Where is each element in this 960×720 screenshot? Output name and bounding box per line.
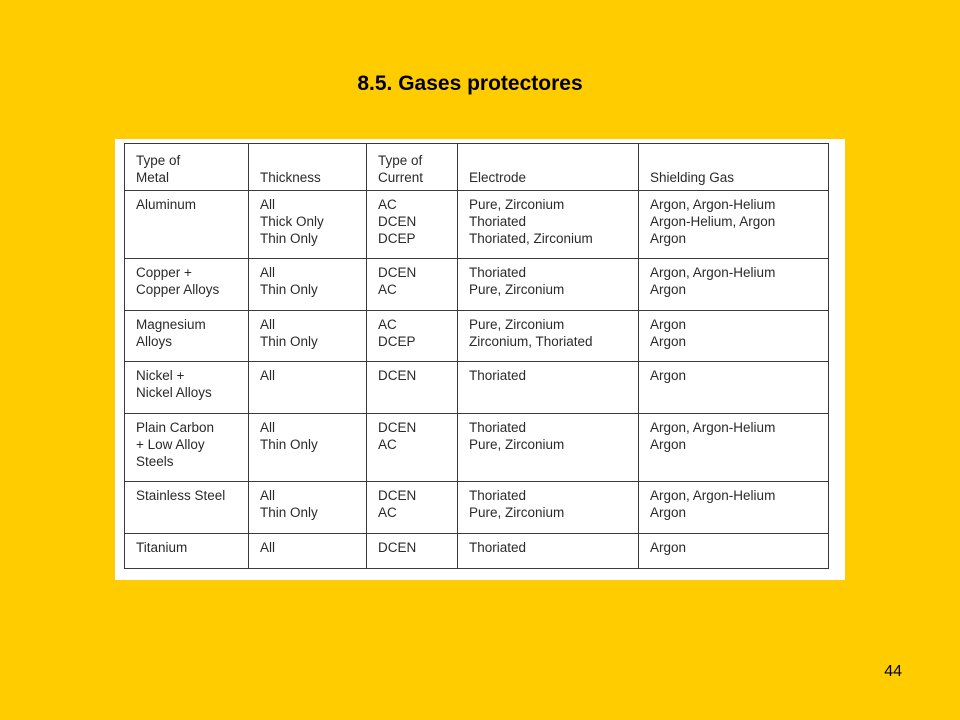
cell-line: Nickel + bbox=[136, 368, 185, 383]
cell-shielding-gas bbox=[639, 259, 829, 311]
cell-line: Argon, Argon-Helium bbox=[650, 265, 776, 280]
cell-metal bbox=[125, 259, 249, 311]
cell-line: Pure, Zirconium bbox=[469, 437, 565, 452]
cell-line: AC bbox=[378, 317, 397, 332]
cell-line: All bbox=[260, 420, 276, 435]
cell-line: Pure, Zirconium bbox=[469, 197, 565, 212]
cell-line: Thoriated bbox=[469, 265, 527, 280]
cell-metal bbox=[125, 534, 249, 569]
cell-current bbox=[367, 482, 458, 534]
header-line: Metal bbox=[136, 170, 170, 185]
table-row bbox=[125, 414, 829, 482]
cell-line: Argon bbox=[650, 368, 687, 383]
cell-line: DCEP bbox=[378, 231, 416, 246]
cell-shielding-gas bbox=[639, 191, 829, 259]
cell-line: DCEN bbox=[378, 368, 417, 383]
cell-thickness bbox=[249, 362, 367, 414]
cell-current bbox=[367, 534, 458, 569]
page-number: 44 bbox=[884, 663, 902, 680]
cell-line: Argon bbox=[650, 282, 687, 297]
cell-line: All bbox=[260, 368, 276, 383]
slide-title: 8.5. Gases protectores bbox=[357, 72, 583, 95]
table-row bbox=[125, 311, 829, 362]
cell-electrode bbox=[458, 482, 639, 534]
table-header-row bbox=[125, 144, 829, 191]
cell-metal bbox=[125, 311, 249, 362]
cell-line: DCEN bbox=[378, 265, 417, 280]
cell-line: DCEP bbox=[378, 334, 416, 349]
cell-line: Pure, Zirconium bbox=[469, 505, 565, 520]
header-line: Current bbox=[378, 170, 424, 185]
cell-line: Nickel Alloys bbox=[136, 385, 212, 400]
cell-line: All bbox=[260, 265, 276, 280]
cell-shielding-gas bbox=[639, 482, 829, 534]
table-header bbox=[125, 144, 829, 191]
header-line: Electrode bbox=[469, 170, 527, 185]
header-type-of-current bbox=[367, 144, 458, 191]
cell-current bbox=[367, 362, 458, 414]
cell-line: Thin Only bbox=[260, 505, 318, 520]
shielding-gas-table-image bbox=[115, 139, 845, 580]
cell-current bbox=[367, 259, 458, 311]
cell-shielding-gas bbox=[639, 311, 829, 362]
cell-line: Argon bbox=[650, 505, 687, 520]
table-row bbox=[125, 534, 829, 569]
cell-metal bbox=[125, 191, 249, 259]
cell-metal bbox=[125, 362, 249, 414]
cell-line: DCEN bbox=[378, 488, 417, 503]
cell-line: Titanium bbox=[136, 540, 188, 555]
cell-thickness bbox=[249, 311, 367, 362]
table-row bbox=[125, 259, 829, 311]
cell-line: Argon, Argon-Helium bbox=[650, 197, 776, 212]
cell-line: Argon bbox=[650, 317, 687, 332]
cell-thickness bbox=[249, 191, 367, 259]
cell-line: All bbox=[260, 197, 276, 212]
cell-metal bbox=[125, 482, 249, 534]
cell-line: Thoriated bbox=[469, 488, 527, 503]
cell-line: Copper + bbox=[136, 265, 192, 280]
cell-line: Thoriated bbox=[469, 368, 527, 383]
cell-electrode bbox=[458, 311, 639, 362]
cell-line: + Low Alloy bbox=[136, 437, 205, 452]
cell-line: All bbox=[260, 540, 276, 555]
cell-line: AC bbox=[378, 437, 397, 452]
cell-line: Argon bbox=[650, 231, 687, 246]
cell-thickness bbox=[249, 414, 367, 482]
cell-line: Thoriated bbox=[469, 420, 527, 435]
cell-electrode bbox=[458, 191, 639, 259]
table-row bbox=[125, 482, 829, 534]
table-body bbox=[125, 191, 829, 569]
cell-line: Magnesium bbox=[136, 317, 206, 332]
cell-line: Zirconium, Thoriated bbox=[469, 334, 593, 349]
header-type-of-metal bbox=[125, 144, 249, 191]
header-line: Type of bbox=[136, 153, 181, 168]
cell-line: AC bbox=[378, 197, 397, 212]
cell-line: Thoriated bbox=[469, 214, 527, 229]
shielding-gas-table bbox=[124, 143, 829, 569]
header-thickness bbox=[249, 144, 367, 191]
cell-line: DCEN bbox=[378, 214, 417, 229]
cell-line: All bbox=[260, 317, 276, 332]
cell-line: Thin Only bbox=[260, 334, 318, 349]
cell-line: Argon-Helium, Argon bbox=[650, 214, 776, 229]
cell-line: Argon, Argon-Helium bbox=[650, 488, 776, 503]
cell-thickness bbox=[249, 482, 367, 534]
cell-line: Thoriated bbox=[469, 540, 527, 555]
cell-electrode bbox=[458, 414, 639, 482]
cell-current bbox=[367, 414, 458, 482]
header-line: Thickness bbox=[260, 170, 321, 185]
cell-line: Pure, Zirconium bbox=[469, 282, 565, 297]
cell-line: Thin Only bbox=[260, 231, 318, 246]
cell-line: Argon bbox=[650, 540, 687, 555]
cell-line: Thin Only bbox=[260, 437, 318, 452]
cell-line: Argon bbox=[650, 334, 687, 349]
cell-thickness bbox=[249, 259, 367, 311]
cell-line: Copper Alloys bbox=[136, 282, 220, 297]
cell-line: Steels bbox=[136, 454, 174, 469]
header-line: Type of bbox=[378, 153, 423, 168]
cell-line: Argon, Argon-Helium bbox=[650, 420, 776, 435]
table-row bbox=[125, 362, 829, 414]
cell-line: AC bbox=[378, 282, 397, 297]
cell-line: AC bbox=[378, 505, 397, 520]
cell-electrode bbox=[458, 362, 639, 414]
cell-line: Argon bbox=[650, 437, 687, 452]
cell-line: DCEN bbox=[378, 420, 417, 435]
cell-line: Thin Only bbox=[260, 282, 318, 297]
cell-line: Pure, Zirconium bbox=[469, 317, 565, 332]
cell-current bbox=[367, 191, 458, 259]
cell-line: Stainless Steel bbox=[136, 488, 226, 503]
table-row bbox=[125, 191, 829, 259]
header-electrode bbox=[458, 144, 639, 191]
header-shielding-gas bbox=[639, 144, 829, 191]
cell-line: Aluminum bbox=[136, 197, 197, 212]
cell-line: Thick Only bbox=[260, 214, 324, 229]
header-line: Shielding Gas bbox=[650, 170, 735, 185]
cell-shielding-gas bbox=[639, 414, 829, 482]
cell-electrode bbox=[458, 534, 639, 569]
cell-thickness bbox=[249, 534, 367, 569]
cell-current bbox=[367, 311, 458, 362]
cell-line: Plain Carbon bbox=[136, 420, 215, 435]
cell-electrode bbox=[458, 259, 639, 311]
cell-line: Alloys bbox=[136, 334, 173, 349]
cell-line: Thoriated, Zirconium bbox=[469, 231, 593, 246]
cell-line: All bbox=[260, 488, 276, 503]
cell-shielding-gas bbox=[639, 362, 829, 414]
cell-metal bbox=[125, 414, 249, 482]
cell-line: DCEN bbox=[378, 540, 417, 555]
cell-shielding-gas bbox=[639, 534, 829, 569]
